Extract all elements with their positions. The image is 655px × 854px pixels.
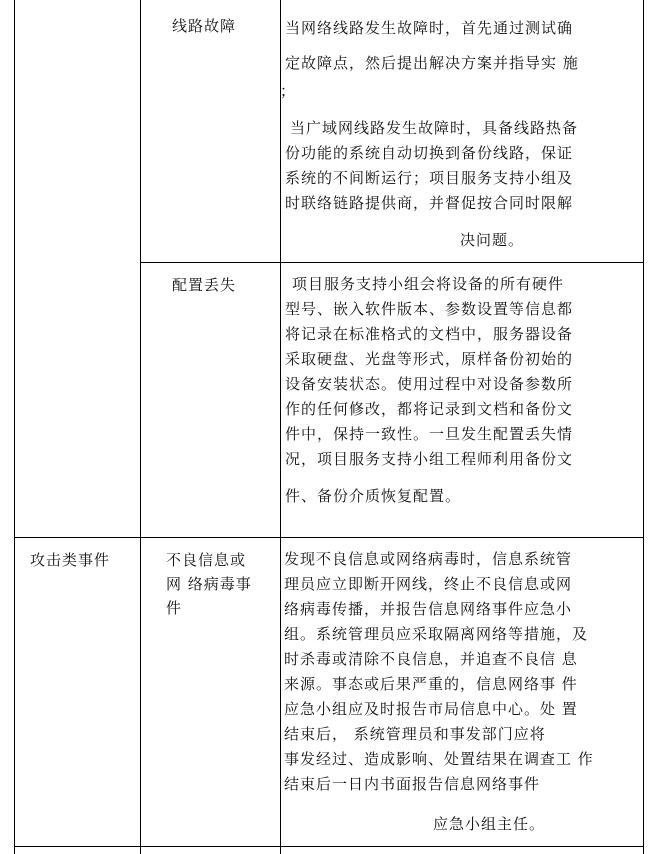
config-loss-text-9: 件、备份介质恢复配置。 — [285, 487, 462, 505]
table-divider-subtype — [280, 0, 281, 854]
line-fault-text-5: 份功能的系统自动切换到备份线路，保证 — [285, 144, 574, 162]
line-fault-subtype: 线路故障 — [172, 17, 237, 35]
config-loss-text-5: 设备安装状态。使用过程中对设备参数所 — [285, 375, 574, 393]
line-fault-text-8: 决问题。 — [460, 231, 525, 249]
table-border-left — [14, 0, 15, 854]
line-fault-text-7: 时联络链路提供商，并督促按合同时限解 — [285, 194, 574, 212]
table-border-bottom — [14, 846, 644, 847]
row-divider-line-fault — [140, 262, 644, 263]
line-fault-text-6: 系统的不间断运行；项目服务支持小组及 — [285, 169, 574, 187]
attack-text-4: 组。系统管理员应采取隔离网络等措施，及 — [284, 625, 589, 643]
attack-text-11: 应急小组主任。 — [433, 815, 546, 833]
table-border-right — [643, 0, 644, 854]
attack-category: 攻击类事件 — [30, 551, 111, 569]
attack-subtype-line-3: 件 — [166, 599, 183, 617]
line-fault-text-3: ； — [280, 82, 297, 100]
config-loss-subtype: 配置丢失 — [172, 276, 237, 294]
config-loss-text-4: 采取硬盘、光盘等形式，原样备份初始的 — [285, 350, 574, 368]
config-loss-text-6: 作的任何修改，都将记录到文档和备份文 — [285, 400, 574, 418]
attack-text-5: 时杀毒或清除不良信息，并追查不良信 息 — [284, 650, 578, 668]
row-divider-attack — [14, 537, 644, 538]
config-loss-text-8: 况，项目服务支持小组工程师利用备份文 — [285, 450, 574, 468]
line-fault-text-1: 当网络线路发生故障时，首先通过测试确 — [285, 19, 574, 37]
attack-text-8: 结束后， 系统管理员和事发部门应将 — [284, 725, 546, 743]
config-loss-text-3: 将记录在标准格式的文档中，服务器设备 — [285, 325, 574, 343]
table-divider-category — [140, 0, 141, 854]
line-fault-text-2: 定故障点，然后提出解决方案并指导实 施 — [285, 54, 579, 72]
config-loss-text-2: 型号、嵌入软件版本、参数设置等信息都 — [285, 300, 574, 318]
attack-subtype-line-2: 网 络病毒事 — [166, 575, 252, 593]
config-loss-text-7: 件中，保持一致性。一旦发生配置丢失情 — [285, 425, 574, 443]
attack-text-7: 应急小组应及时报告市局信息中心。处 置 — [284, 700, 578, 718]
attack-text-9: 事发经过、造成影响、处置结果在调查工 作 — [284, 750, 594, 768]
attack-subtype-line-1: 不良信息或 — [166, 551, 247, 569]
attack-text-1: 发现不良信息或网络病毒时，信息系统管 — [284, 550, 573, 568]
config-loss-text-1: 项目服务支持小组会将设备的所有硬件 — [292, 275, 565, 293]
line-fault-text-4: 当广域网线路发生故障时，具备线路热备 — [290, 119, 579, 137]
attack-text-6: 来源。事态或后果严重的，信息网络事 件 — [284, 675, 578, 693]
attack-text-3: 络病毒传播，并报告信息网络事件应急小 — [284, 600, 573, 618]
attack-text-2: 理员应立即断开网线，终止不良信息或网 — [284, 575, 573, 593]
attack-text-10: 结束后一日内书面报告信息网络事件 — [284, 775, 541, 793]
